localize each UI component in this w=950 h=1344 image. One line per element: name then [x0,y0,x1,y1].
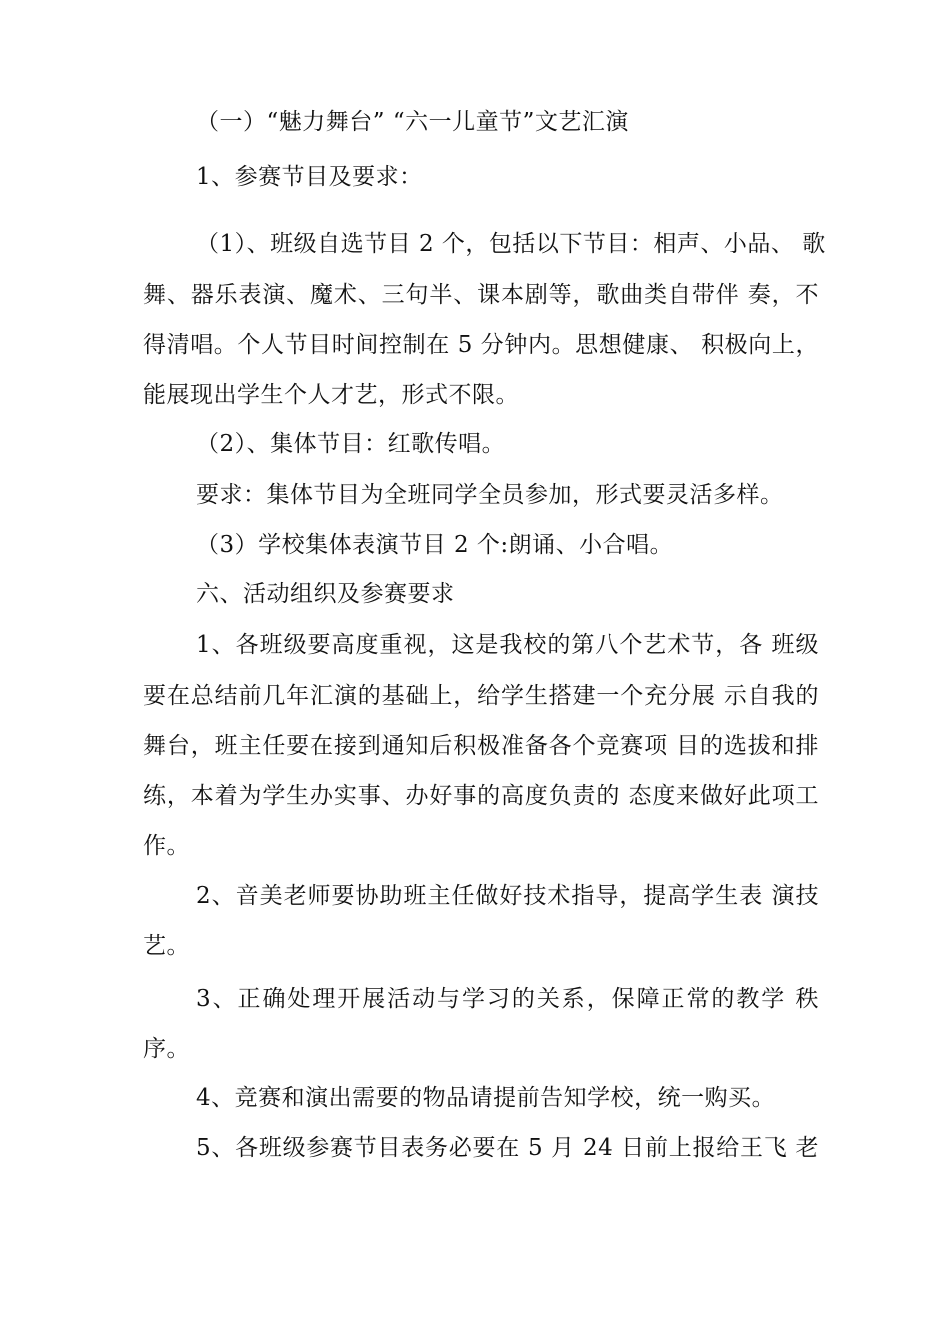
paragraph-line: （1）、班级自选节目 2 个，包括以下节目：相声、小品、 歌 [196,231,826,257]
paragraph-line: 2、音美老师要协助班主任做好技术指导，提高学生表 演技 [196,883,819,909]
paragraph-line: 5、各班级参赛节目表务必要在 5 月 24 日前上报给王飞 老 [196,1135,819,1161]
paragraph-line: 要在总结前几年汇演的基础上，给学生搭建一个充分展 示自我的 [143,683,819,709]
paragraph-line: 4、竞赛和演出需要的物品请提前告知学校，统一购买。 [196,1085,776,1111]
paragraph-line: 能展现出学生个人才艺，形式不限。 [143,382,519,408]
paragraph-line: 得清唱。个人节目时间控制在 5 分钟内。思想健康、 积极向上， [143,332,819,358]
paragraph-line: 舞台，班主任要在接到通知后积极准备各个竞赛项 目的选拔和排 [143,733,819,759]
paragraph-line: （2）、集体节目：红歌传唱。 [196,431,506,457]
paragraph-line: 练，本着为学生办实事、办好事的高度负责的 态度来做好此项工 [143,783,819,809]
paragraph-line: 舞、器乐表演、魔术、三句半、课本剧等，歌曲类自带伴 奏，不 [143,282,819,308]
paragraph-line: 1、各班级要高度重视，这是我校的第八个艺术节，各 班级 [196,632,819,658]
paragraph-line: 艺。 [143,933,190,959]
item-1-title: 1、参赛节目及要求： [196,164,423,190]
section-heading: （一）“魅力舞台” “六一儿童节”文艺汇演 [196,109,629,135]
paragraph-line: 作。 [143,833,190,859]
paragraph-line: 3、正确处理开展活动与学习的关系，保障正常的教学 秩 [196,986,819,1012]
paragraph-line: （3）学校集体表演节目 2 个:朗诵、小合唱。 [196,532,674,558]
section-6-title: 六、活动组织及参赛要求 [196,581,455,607]
paragraph-line: 序。 [143,1036,190,1062]
paragraph-line: 要求：集体节目为全班同学全员参加，形式要灵活多样。 [196,482,784,508]
